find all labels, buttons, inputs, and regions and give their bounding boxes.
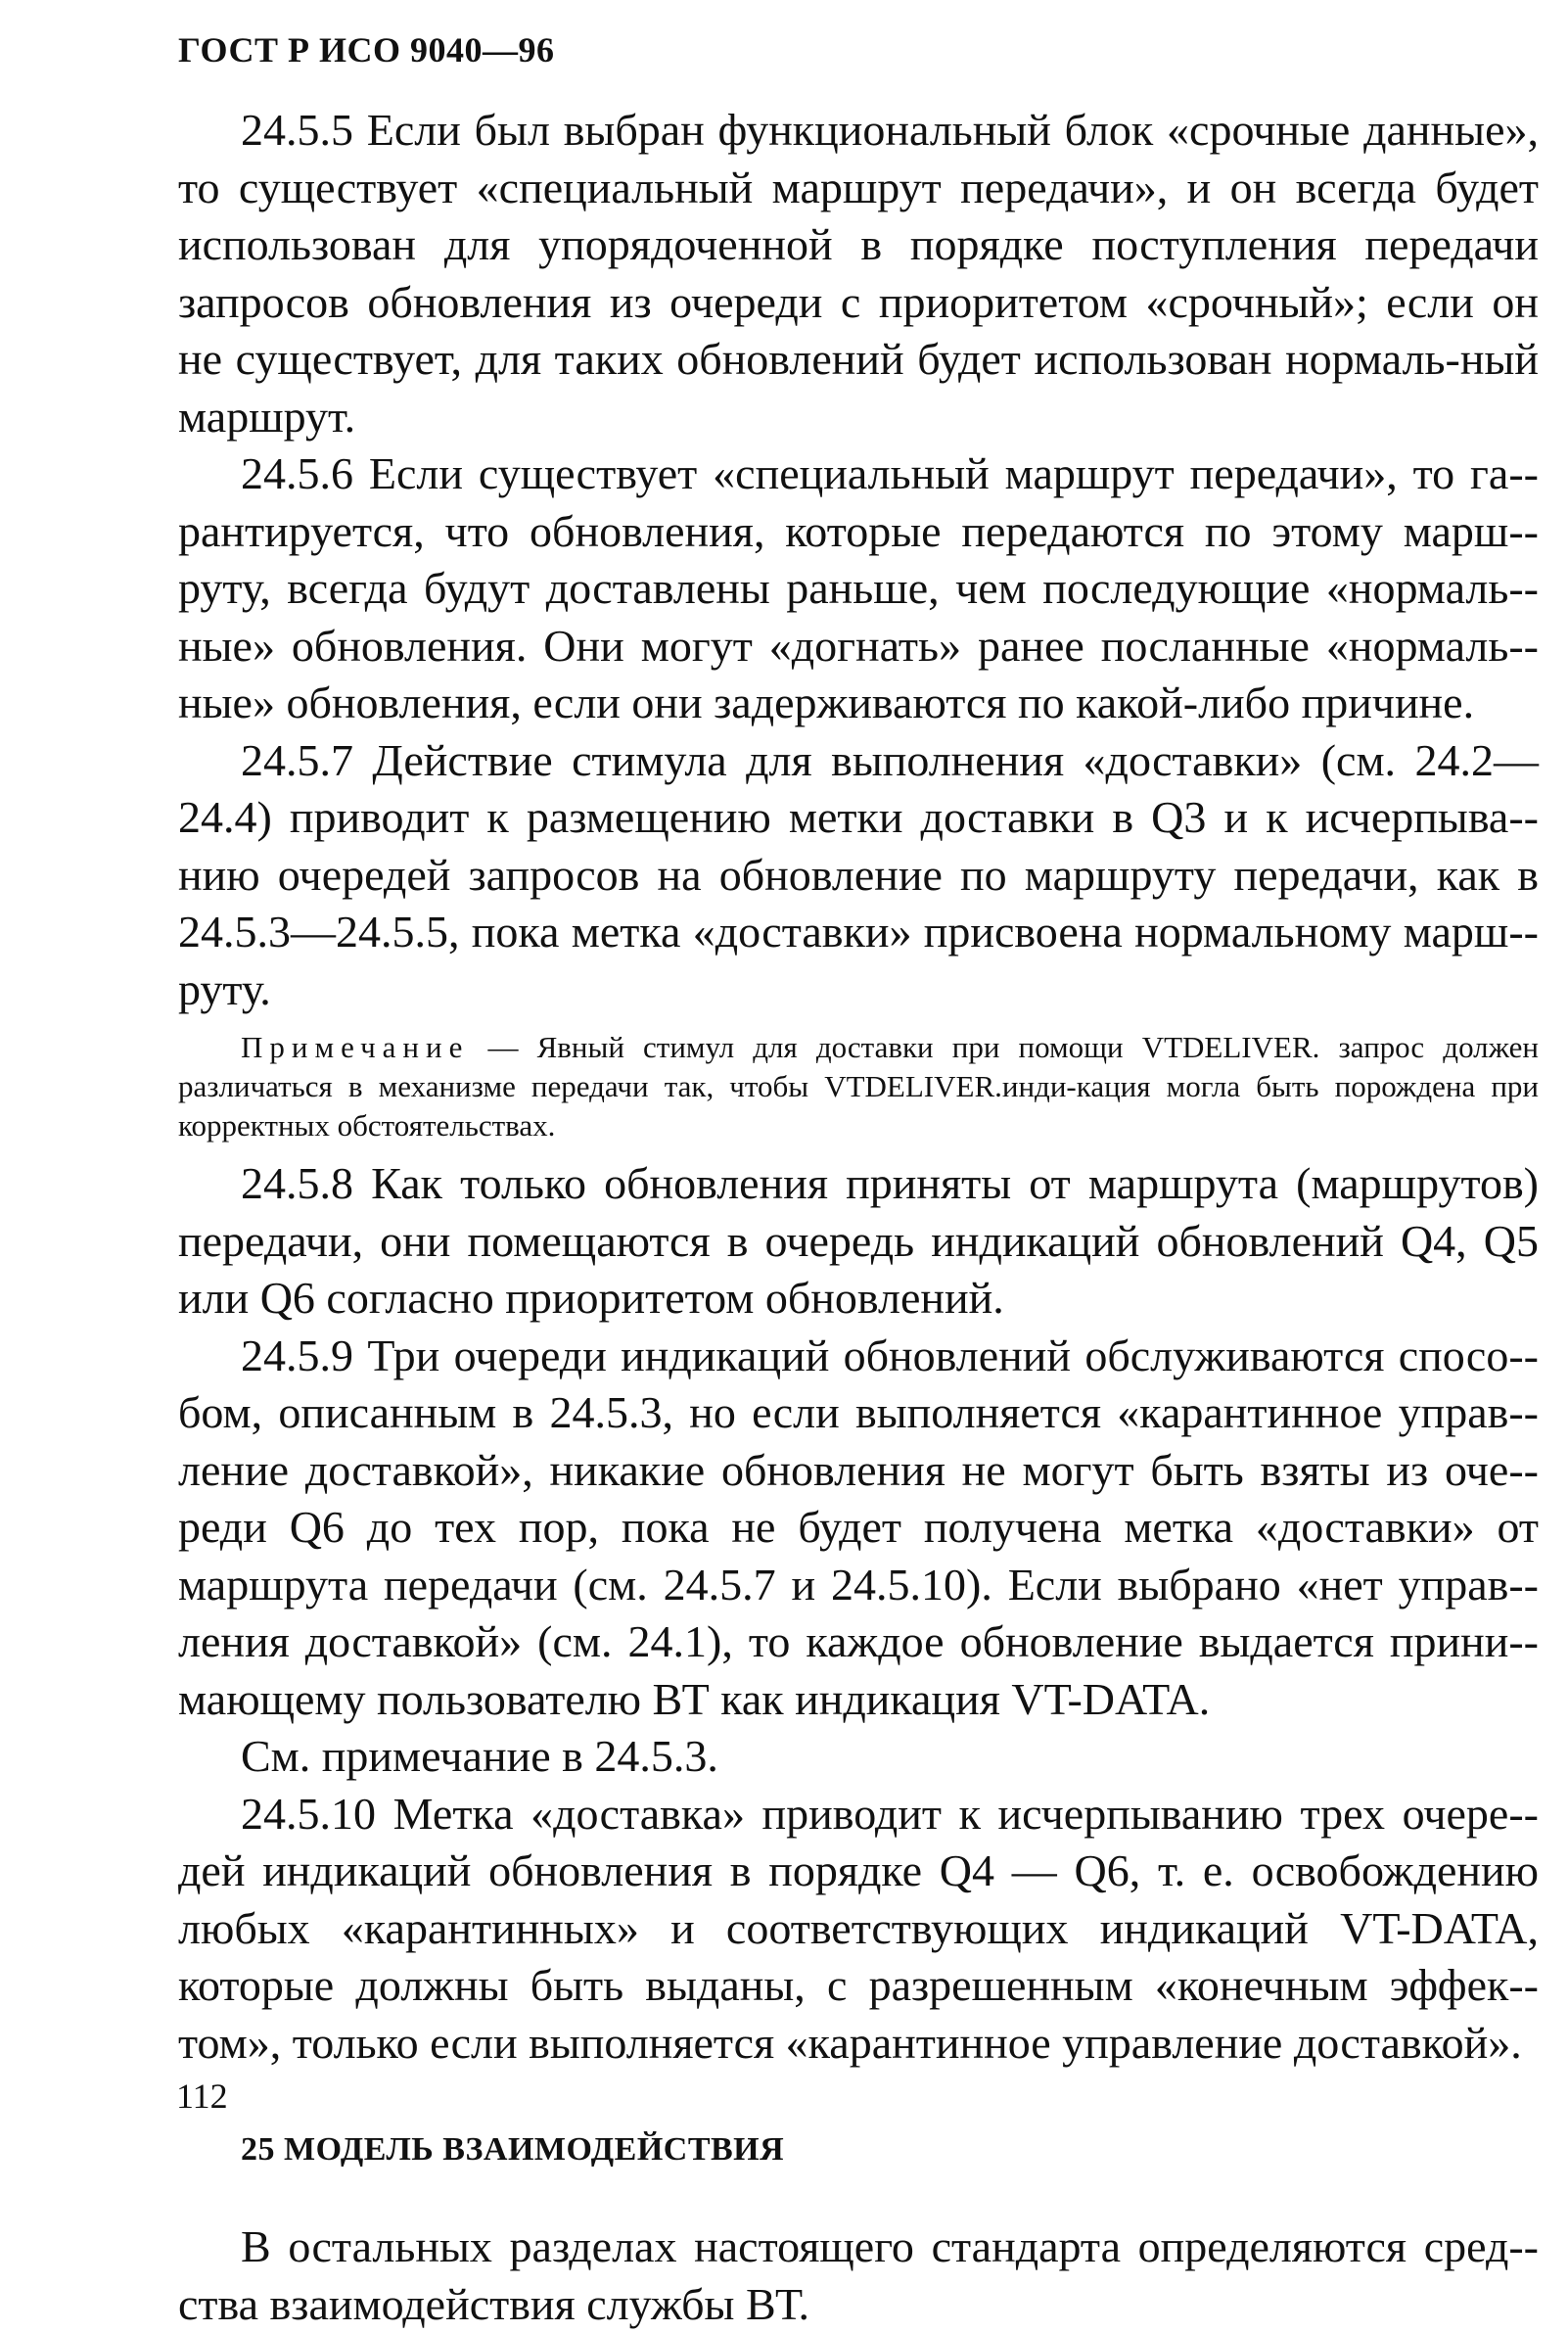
page-number: 112 <box>176 2076 228 2116</box>
paragraph-24-5-6: 24.5.6 Если существует «специальный маршрут передачи», то га-рантируется, что обновления, которые передаются по этому марш-руту, всегда будут доставлены раньше, чем последующие «нормаль-ные» обновления. Они могут «догнать» ранее посланные «нормаль-ные» обновления, если они задерживаются по какой-либо причине. <box>178 448 1539 727</box>
section-title: 25 МОДЕЛЬ ВЗАИМОДЕЙСТВИЯ <box>241 2131 785 2168</box>
paragraph-24-5-10: 24.5.10 Метка «доставка» приводит к исчерпыванию трех очере-дей индикаций обновления в порядке Q4 — Q6, т. е. освобождению любых «карантинных» и соответствующих индикаций VT-DATA, которые должны быть выданы, с разрешенным «конечным эффек-том», только если выполняется «карантинное управление доставкой». <box>178 1788 1539 2068</box>
see-note: См. примечание в 24.5.3. <box>241 1731 718 1781</box>
document-header: ГОСТ Р ИСО 9040—96 <box>178 30 555 70</box>
section-text: В остальных разделах настоящего стандарта определяются сред-ства взаимодействия службы ВТ. <box>178 2221 1539 2329</box>
paragraph-24-5-5: 24.5.5 Если был выбран функциональный блок «срочные данные», то существует «специальный маршрут передачи», и он всегда будет использован для упорядоченной в порядке поступления передачи запросов обновления из очереди с приоритетом «срочный»; если он не существует, для таких обновлений будет использован нормаль-ный маршрут. <box>178 105 1539 442</box>
paragraph-24-5-9: 24.5.9 Три очереди индикаций обновлений обслуживаются спосо-бом, описанным в 24.5.3, но если выполняется «карантинное управ-ление доставкой», никакие обновления не могут быть взяты из оче-реди Q6 до тех пор, пока не будет получена метка «доставки» от маршрута передачи (см. 24.5.7 и 24.5.10). Если выбрано «нет управ-ления доставкой» (см. 24.1), то каждое обновление выдается прини-мающему пользователю ВТ как индикация VT-DATA. <box>178 1330 1539 1724</box>
document-body <box>178 102 1539 2333</box>
paragraph-24-5-7: 24.5.7 Действие стимула для выполнения «доставки» (см. 24.2—24.4) приводит к размещению метки доставки в Q3 и к исчерпыва-нию очередей запросов на обновление по маршруту передачи, как в 24.5.3—24.5.5, пока метка «доставки» присвоена нормальному марш-руту. <box>178 734 1539 1014</box>
paragraph-24-5-8: 24.5.8 Как только обновления приняты от маршрута (маршрутов) передачи, они помещаются в очередь индикаций обновлений Q4, Q5 или Q6 согласно приоритетом обновлений. <box>178 1158 1539 1323</box>
note-lead: Примечание <box>241 1030 470 1064</box>
note <box>178 1028 1539 1145</box>
note-text: — Явный стимул для доставки при помощи VTDELIVER. запрос должен различаться в механизме передачи так, чтобы VTDELIVER.инди-кация могла быть порождена при корректных обстоятельствах. <box>178 1030 1539 1143</box>
